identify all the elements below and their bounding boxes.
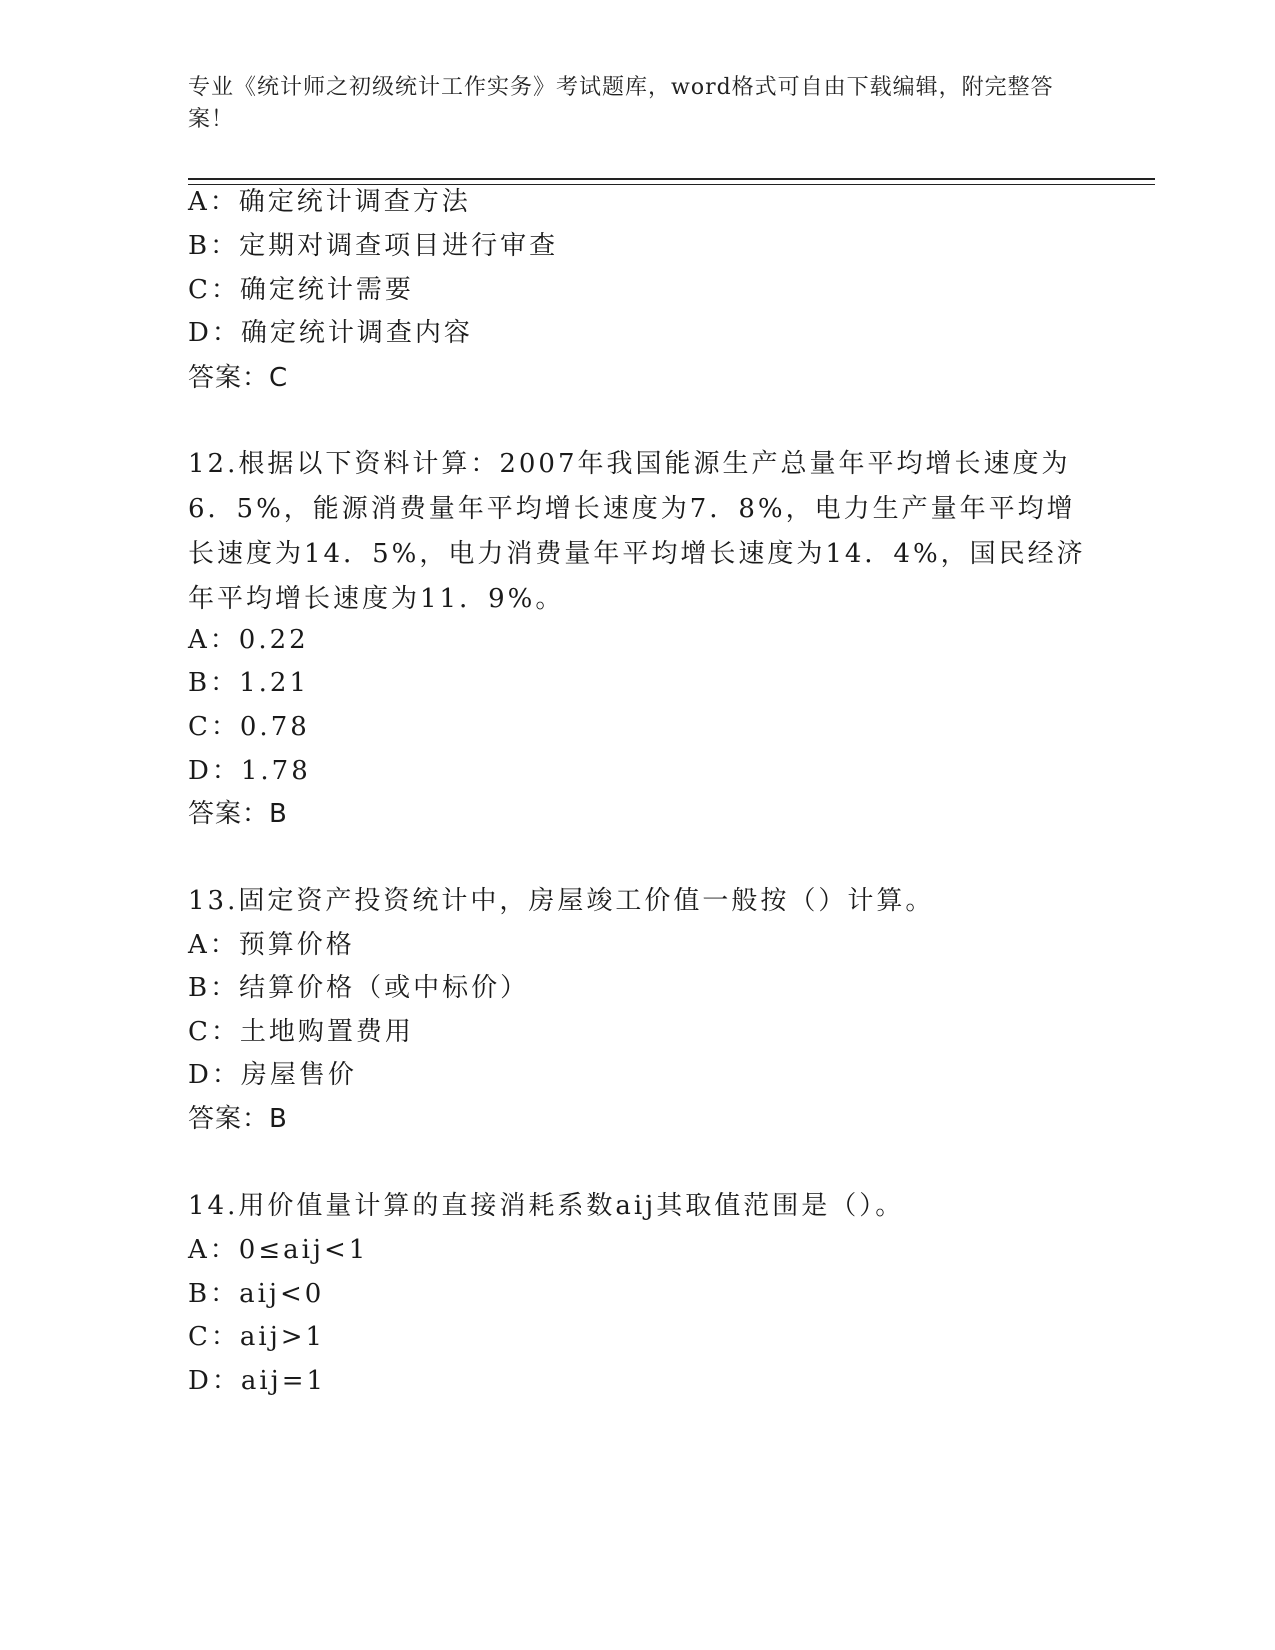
q12-option-c: C：0.78: [188, 712, 310, 742]
q12-option-b: B：1.21: [188, 668, 309, 698]
q11-option-b: B：定期对调查项目进行审查: [188, 231, 559, 261]
q14-question: 14.用价值量计算的直接消耗系数aij其取值范围是（）。: [188, 1191, 905, 1221]
header-divider-thick: [188, 178, 1155, 180]
q13-option-b: B：结算价格（或中标价）: [188, 973, 530, 1003]
q13-option-d: D：房屋售价: [188, 1060, 357, 1090]
q14-option-b: B：aij<0: [188, 1279, 325, 1309]
q11-answer: 答案：C: [188, 363, 289, 393]
q12-option-d: D：1.78: [188, 756, 311, 786]
q13-option-c: C：土地购置费用: [188, 1017, 414, 1047]
document-header: 专业《统计师之初级统计工作实务》考试题库，word格式可自由下载编辑，附完整答案！: [188, 75, 1054, 132]
q13-option-a: A：预算价格: [188, 930, 355, 960]
q13-question: 13.固定资产投资统计中，房屋竣工价值一般按（）计算。: [188, 886, 935, 916]
q13-answer: 答案：B: [188, 1104, 288, 1134]
q12-answer: 答案：B: [188, 799, 288, 829]
q11-option-d: D：确定统计调查内容: [188, 318, 473, 348]
q14-option-c: C：aij>1: [188, 1322, 326, 1352]
q12-question: 12.根据以下资料计算：2007年我国能源生产总量年平均增长速度为6．5%，能源消费量年平均增长速度为7．8%，电力生产量年平均增长速度为14．5%，电力消费量年平均增长速度为14．4%，国民经济年平均增长速度为11．9%。: [188, 449, 1086, 614]
q11-option-a: A：确定统计调查方法: [188, 187, 471, 217]
q11-option-c: C：确定统计需要: [188, 275, 414, 305]
q12-option-a: A：0.22: [188, 625, 309, 655]
q14-option-a: A：0≤aij<1: [188, 1235, 369, 1265]
q14-option-d: D：aij=1: [188, 1366, 327, 1396]
